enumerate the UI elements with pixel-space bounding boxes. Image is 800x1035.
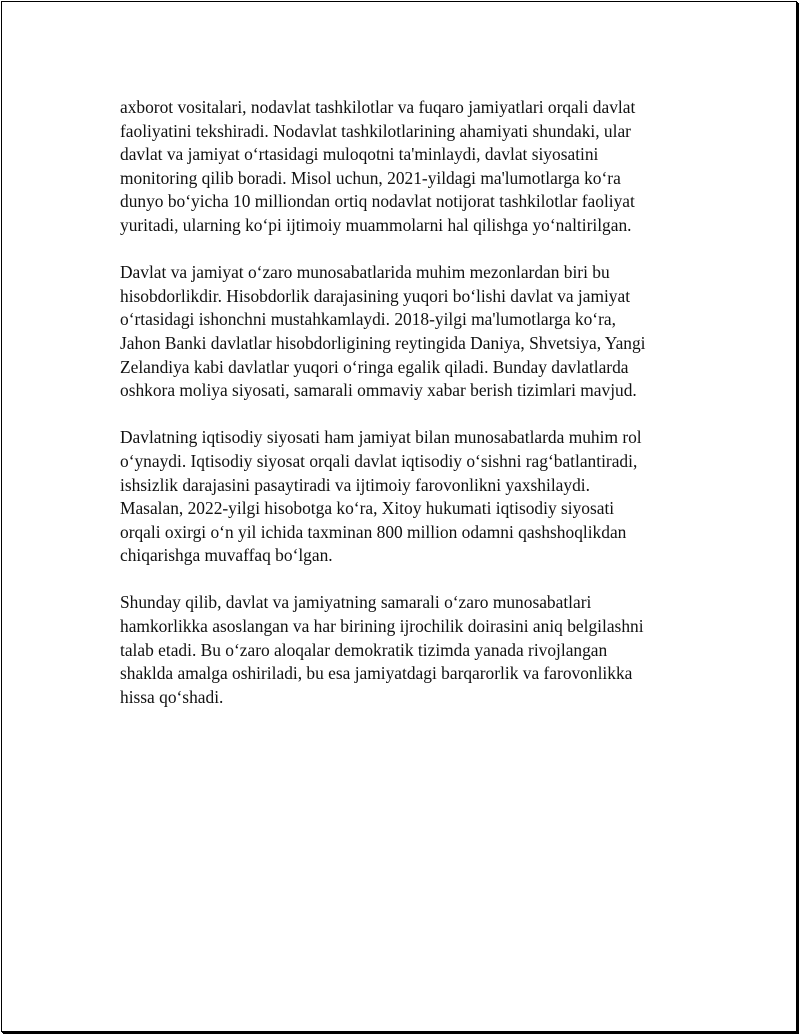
text-line: hamkorlikka asoslangan va har birining ijrochilik doirasini aniq belgilashni [120, 616, 644, 637]
paragraph-1 [120, 96, 694, 238]
paragraph-4 [120, 591, 694, 709]
text-line: Davlatning iqtisodiy siyosati ham jamiyat bilan munosabatlarda muhim rol [120, 427, 642, 448]
text-line: faoliyatini tekshiradi. Nodavlat tashkilotlarining ahamiyati shundaki, ular [120, 120, 631, 141]
text-line: Masalan, 2022-yilgi hisobotga koʻra, Xitoy hukumati iqtisodiy siyosati [120, 498, 615, 519]
text-line: Davlat va jamiyat oʻzaro munosabatlarida muhim mezonlardan biri bu [120, 262, 610, 283]
text-line: Zelandiya kabi davlatlar yuqori oʻringa egalik qiladi. Bunday davlatlarda [120, 356, 629, 377]
text-line: oshkora moliya siyosati, samarali ommaviy xabar berish tizimlari mavjud. [120, 380, 637, 401]
text-line: axborot vositalari, nodavlat tashkilotlar va fuqaro jamiyatlari orqali davlat [120, 97, 636, 117]
paragraph-2 [120, 261, 694, 403]
paragraph-3 [120, 426, 694, 568]
text-line: ishsizlik darajasini pasaytiradi va ijtimoiy farovonlikni yaxshilaydi. [120, 474, 590, 495]
text-line: hissa qoʻshadi. [120, 686, 224, 707]
text-line: chiqarishga muvaffaq boʻlgan. [120, 545, 333, 566]
text-line: oʻrtasidagi ishonchni mustahkamlaydi. 2018-yilgi ma'lumotlarga koʻra, [120, 309, 616, 330]
text-line: dunyo boʻyicha 10 milliondan ortiq nodavlat notijorat tashkilotlar faoliyat [120, 191, 635, 212]
document-body [120, 96, 694, 733]
text-line: yuritadi, ularning koʻpi ijtimoiy muammolarni hal qilishga yoʻnaltirilgan. [120, 214, 632, 235]
text-line: Shunday qilib, davlat va jamiyatning samarali oʻzaro munosabatlari [120, 592, 592, 613]
text-line: davlat va jamiyat oʻrtasidagi muloqotni ta'minlaydi, davlat siyosatini [120, 144, 599, 165]
text-line: oʻynaydi. Iqtisodiy siyosat orqali davlat iqtisodiy oʻsishni ragʻbatlantiradi, [120, 450, 638, 471]
text-line: talab etadi. Bu oʻzaro aloqalar demokratik tizimda yanada rivojlangan [120, 639, 608, 660]
document-page [1, 1, 797, 1032]
text-line: Jahon Banki davlatlar hisobdorligining reytingida Daniya, Shvetsiya, Yangi [120, 332, 646, 353]
text-line: shaklda amalga oshiriladi, bu esa jamiyatdagi barqarorlik va farovonlikka [120, 663, 633, 684]
text-line: hisobdorlikdir. Hisobdorlik darajasining yuqori boʻlishi davlat va jamiyat [120, 285, 631, 306]
text-line: monitoring qilib boradi. Misol uchun, 2021-yildagi ma'lumotlarga koʻra [120, 167, 621, 188]
text-line: orqali oxirgi oʻn yil ichida taxminan 800 million odamni qashshoqlikdan [120, 521, 627, 542]
